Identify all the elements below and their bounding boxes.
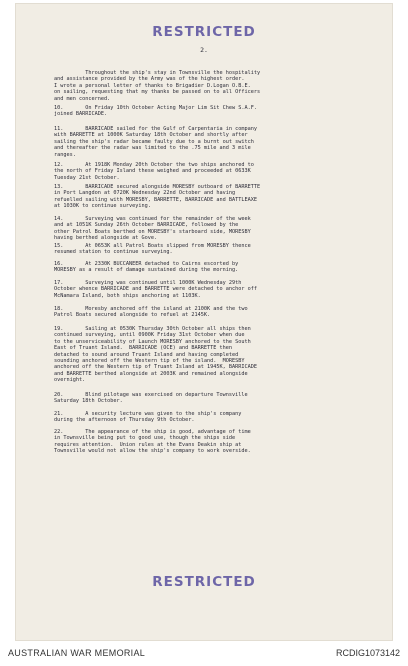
paragraph: 11. BARRICADE sailed for the Gulf of Carpentaria in company with BARRETTE at 1000K Saturday 18th October and shortly after sailing the ship's radar became faulty due to a burnt out switch and thereafter the radar was limited to the .75 mile and 3 mile ranges.	[54, 126, 258, 158]
paragraph: 17. Surveying was continued until 1000K Wednesday 29th October whence BARRICADE and BARRETTE were detached to anchor off McNamara Island, both ships anchoring at 1103K.	[54, 280, 258, 299]
source-label: AUSTRALIAN WAR MEMORIAL	[8, 648, 146, 658]
paragraph: 21. A security lecture was given to the ship's company during the afternoon of Thursday 9th October.	[54, 411, 242, 424]
paragraph: 16. At 2330K BUCCANEER detached to Cairns escorted by MORESBY as a result of damage sustained during the morning.	[54, 261, 239, 274]
paragraph: 12. At 1918K Monday 20th October the two ships anchored to the north of Friday Island these weighed and proceeded at 0633K Tuesday 21st October.	[54, 162, 254, 181]
paragraph: 13. BARRICADE secured alongside MORESBY outboard of BARRETTE in Port Langdon at 0720K Wednesday 22nd October and having refuelled sailing with MORESBY, BARRETTE, BARRICADE and BATTLEAXE at 1030K to continue surveying.	[54, 184, 261, 210]
restricted-stamp-bottom: RESTRICTED	[152, 574, 256, 590]
paragraph: 14. Surveying was continued for the remainder of the week and at 1051K Sunday 26th October BARRICADE, followed by the other Patrol Boats berthed on MORESBY's starboard side, MORESBY having berthed alongside at Gove.	[54, 216, 251, 242]
reference-id: RCDIG1073142	[335, 648, 400, 658]
paragraph: 19. Sailing at 0530K Thursday 30th October all ships then continued surveying, until 0900K Friday 31st October when due to the unserviceability of Launch MORESBY anchored to the South East of Truant Island. BARRICADE (OCE) and BARRETTE then detached to sound around Truant Island and having completed sounding anchored off the Western tip of the island. MORESBY anchored off the Western tip of Truant Island at 1945K, BARRICADE and BARRETTE berthed alongside at 2003K and remained alongside overnight.	[54, 326, 258, 384]
paragraph: 10. On Friday 10th October Acting Major Lim Sit Chew S.A.F. joined BARRICADE.	[54, 105, 258, 118]
paragraph: 15. At 0653K all Patrol Boats slipped from MORESBY thence resumed station to continue surveying.	[54, 243, 251, 256]
paragraph: 18. Moresby anchored off the island at 2100K and the two Patrol Boats secured alongside to refuel at 2145K.	[54, 306, 248, 319]
paragraph: 20. Blind pilotage was exercised on departure Townsville Saturday 18th October.	[54, 392, 248, 405]
paragraph: 22. The appearance of the ship is good, advantage of time in Townsville being put to good use, though the ships side requires attention. Union rules at the Evans Deakin ship at Townsville would not allow the ship's company to work overside.	[54, 429, 251, 455]
document-page	[16, 4, 392, 640]
restricted-stamp-top: RESTRICTED	[152, 24, 256, 40]
archive-footer	[0, 641, 408, 666]
paragraph: Throughout the ship's stay in Townsville the hospitality and assistance provided by the Army was of the highest order. I wrote a personal letter of thanks to Brigadier D.Logan O.B.E. on sailing, requesting that my thanks be passed on to all Officers and men concerned.	[54, 70, 261, 102]
page-number: 2.	[200, 46, 208, 54]
